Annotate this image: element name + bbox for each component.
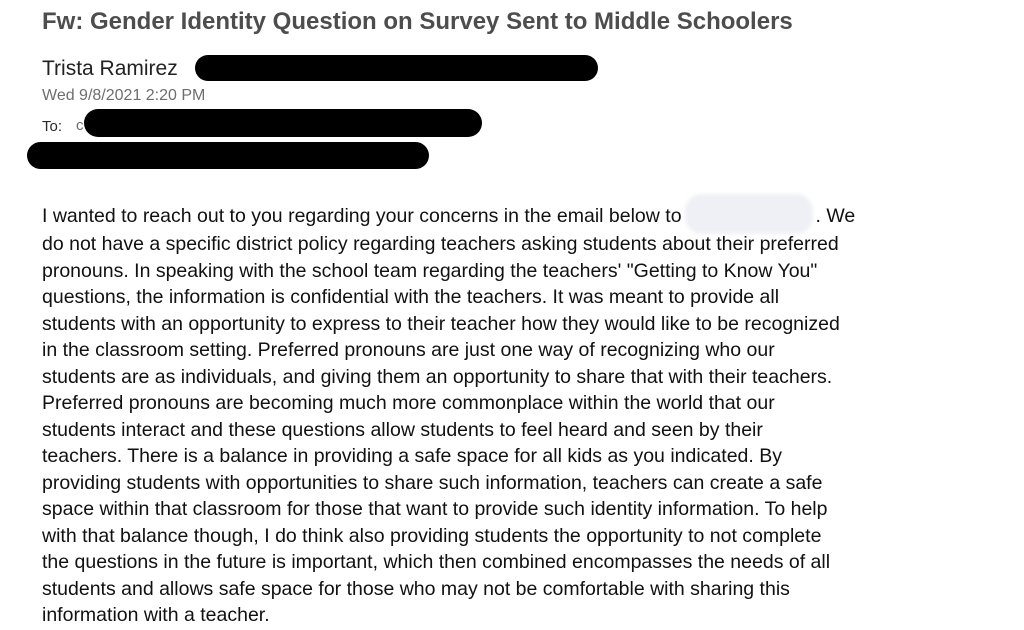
body-line: with that balance though, I do think also providing students the opportunity to not complete bbox=[42, 524, 822, 547]
email-date: Wed 9/8/2021 2:20 PM bbox=[42, 87, 206, 104]
to-recipient-fragment: c bbox=[76, 117, 84, 134]
body-line: teachers. There is a balance in providing a safe space for all kids as you indicated. By bbox=[42, 445, 782, 467]
body-line: students with an opportunity to express to their teacher how they would like to be recognized bbox=[42, 312, 840, 335]
redacted-to-recipients bbox=[84, 109, 482, 137]
body-line: Preferred pronouns are becoming much more commonplace within the world that our bbox=[42, 392, 775, 414]
body-line: in the classroom setting. Preferred pronouns are just one way of recognizing who our bbox=[42, 339, 775, 361]
sender-name[interactable]: Trista Ramirez bbox=[42, 57, 178, 80]
redacted-cc-recipients bbox=[27, 142, 429, 169]
body-line: space within that classroom for those that want to provide such identity information. To help bbox=[42, 498, 828, 520]
body-line: providing students with opportunities to share such information, teachers can create a safe bbox=[42, 471, 823, 494]
body-line-text: I wanted to reach out to you regarding your concerns in the email below to bbox=[42, 205, 682, 227]
body-line: students and allows safe space for those who may not be comfortable with sharing this bbox=[42, 577, 790, 600]
body-line bbox=[42, 197, 1002, 231]
body-line: students are as individuals, and giving them an opportunity to share that with their teachers. bbox=[42, 365, 833, 388]
email-subject: Fw: Gender Identity Question on Survey Sent to Middle Schoolers bbox=[42, 8, 793, 35]
body-line: pronouns. In speaking with the school team regarding the teachers' "Getting to Know You" bbox=[42, 259, 818, 282]
body-line: the questions in the future is important, which then combined encompasses the needs of all bbox=[42, 551, 831, 573]
sender-row bbox=[42, 56, 178, 82]
body-line: information with a teacher. bbox=[42, 604, 270, 626]
email-body bbox=[42, 197, 1002, 629]
body-line: questions, the information is confidential with the teachers. It was meant to provide all bbox=[42, 286, 780, 308]
to-label: To: bbox=[42, 118, 63, 135]
body-line: students interact and these questions allow students to feel heard and seen by their bbox=[42, 418, 763, 441]
redacted-sender-email bbox=[195, 55, 598, 81]
blurred-recipient-name bbox=[688, 197, 810, 231]
body-line-text: . We bbox=[815, 205, 856, 227]
body-line: do not have a specific district policy regarding teachers asking students about their preferred bbox=[42, 233, 839, 255]
